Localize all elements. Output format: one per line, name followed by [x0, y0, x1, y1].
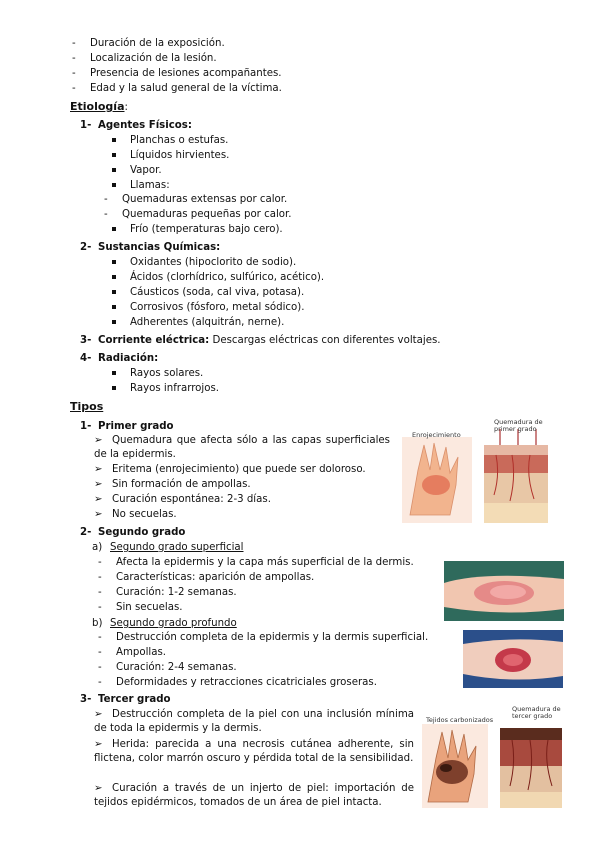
- list-item: ➢ Herida: parecida a una necrosis cutánea adherente, sin flictena, color marrón oscuro y pérdida total de la sensibilidad.: [94, 739, 414, 764]
- figure-label: Tejidos carbonizados: [426, 716, 494, 724]
- list-item: Rayos solares.: [112, 367, 203, 381]
- third-degree-burn-illustration: [420, 702, 564, 810]
- second-degree-superficial-photo: [444, 561, 564, 621]
- subsection-title: 1- Agentes Físicos:: [80, 120, 192, 131]
- list-item: ➢ Destrucción completa de la piel con una inclusión mínima de toda la epidermis y la dermis.: [94, 709, 414, 734]
- list-item: ➢ Curación espontánea: 2-3 días.: [94, 494, 271, 505]
- list-item: - Características: aparición de ampollas.: [98, 572, 315, 583]
- subsection-title: 3- Corriente eléctrica: Descargas eléctricas con diferentes voltajes.: [80, 335, 441, 346]
- subsection-title: a) Segundo grado superficial: [92, 542, 244, 553]
- subsection-title: 4- Radiación:: [80, 353, 159, 364]
- list-item: - Curación: 1-2 semanas.: [98, 587, 237, 598]
- list-item: Cáusticos (soda, cal viva, potasa).: [112, 286, 304, 300]
- list-item: Rayos infrarrojos.: [112, 382, 219, 396]
- list-item: - Curación: 2-4 semanas.: [98, 662, 237, 673]
- list-item: Corrosivos (fósforo, metal sódico).: [112, 301, 304, 315]
- list-item: Vapor.: [112, 164, 162, 178]
- list-item: ➢ No secuelas.: [94, 509, 177, 520]
- list-item: - Ampollas.: [98, 647, 167, 658]
- figure-label: Quemadura de primer grado: [494, 418, 543, 433]
- subsection-title: 1- Primer grado: [80, 421, 174, 432]
- list-item: ➢ Curación a través de un injerto de piel: importación de tejidos epidérmicos, tomados de un área de piel intacta.: [94, 783, 414, 808]
- list-item: - Sin secuelas.: [98, 602, 183, 613]
- list-item: ➢ Sin formación de ampollas.: [94, 479, 251, 490]
- list-item: Llamas:: [112, 179, 170, 193]
- list-item: Frío (temperaturas bajo cero).: [112, 223, 283, 237]
- list-item: - Deformidades y retracciones cicatriciales groseras.: [98, 677, 377, 688]
- list-item: - Duración de la exposición.: [72, 38, 225, 49]
- list-item: Oxidantes (hipoclorito de sodio).: [112, 256, 296, 270]
- list-item: Líquidos hirvientes.: [112, 149, 229, 163]
- subsection-title: b) Segundo grado profundo: [92, 618, 237, 629]
- list-item: - Localización de la lesión.: [72, 53, 217, 64]
- second-degree-deep-photo: [463, 630, 563, 688]
- list-item: - Edad y la salud general de la víctima.: [72, 83, 282, 94]
- list-item: - Afecta la epidermis y la capa más superficial de la dermis.: [98, 557, 414, 568]
- subsection-title: 2- Sustancias Químicas:: [80, 242, 221, 253]
- subsection-title: 2- Segundo grado: [80, 527, 186, 538]
- list-item: - Quemaduras extensas por calor.: [104, 194, 288, 205]
- section-heading-tipos: Tipos: [70, 400, 104, 413]
- section-heading-etiologia: Etiología:: [70, 100, 128, 113]
- list-item: Ácidos (clorhídrico, sulfúrico, acético).: [112, 271, 324, 285]
- figure-label: Enrojecimiento: [412, 431, 461, 439]
- list-item: - Presencia de lesiones acompañantes.: [72, 68, 282, 79]
- list-item: Adherentes (alquitrán, nerne).: [112, 316, 284, 330]
- list-item: ➢ Eritema (enrojecimiento) que puede ser doloroso.: [94, 464, 366, 475]
- list-item: Planchas o estufas.: [112, 134, 228, 148]
- figure-label: Quemadura de tercer grado: [512, 705, 561, 720]
- first-degree-burn-illustration: [400, 415, 550, 525]
- subsection-title: 3- Tercer grado: [80, 694, 171, 705]
- list-item: - Destrucción completa de la epidermis y la dermis superficial.: [98, 632, 429, 643]
- list-item: - Quemaduras pequeñas por calor.: [104, 209, 292, 220]
- list-item: ➢ Quemadura que afecta sólo a las capas superficiales de la epidermis.: [94, 435, 390, 460]
